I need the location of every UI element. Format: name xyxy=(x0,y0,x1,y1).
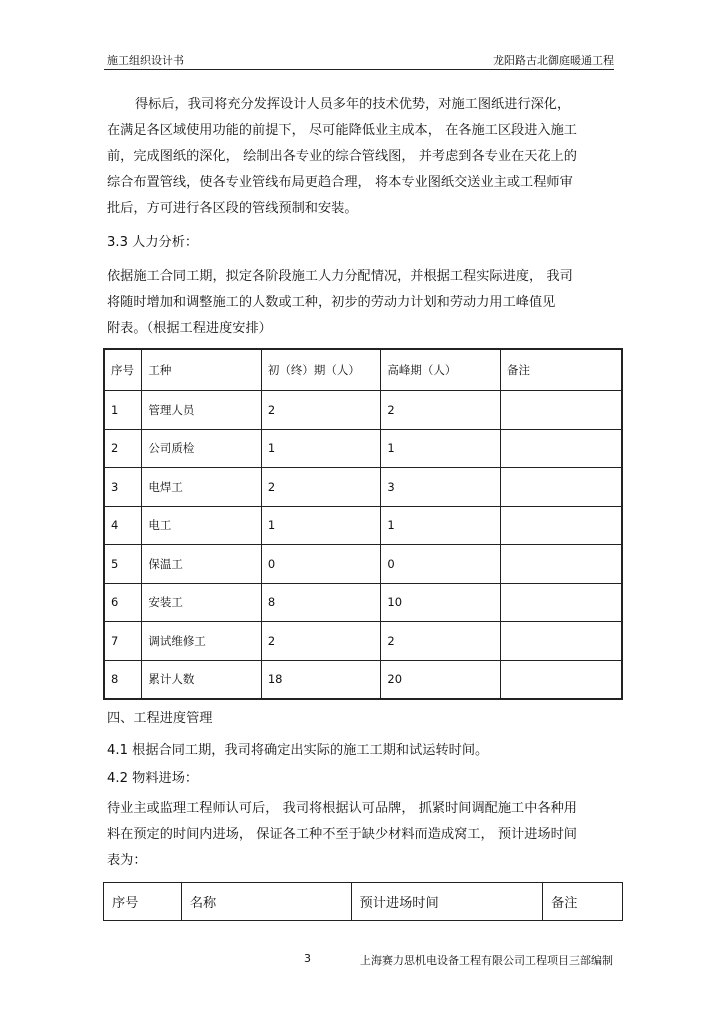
table-row xyxy=(104,391,622,430)
table-cell: 2 xyxy=(261,391,381,430)
table-cell xyxy=(501,506,623,545)
p3-line-2: 料在预定的时间内进场， 保证各工种不至于缺少材料而造成窝工， 预计进场时间 xyxy=(107,827,577,842)
labor-table-header-row xyxy=(104,349,622,391)
table-row xyxy=(104,429,622,468)
labor-header-cell: 备注 xyxy=(501,349,623,391)
material-header-cell: 名称 xyxy=(181,883,351,921)
table-cell: 3 xyxy=(104,468,142,507)
table-cell: 18 xyxy=(261,660,381,699)
p1-line-2: 在满足各区域使用功能的前提下， 尽可能降低业主成本， 在各施工区段进入施工 xyxy=(107,123,577,138)
table-cell: 5 xyxy=(104,545,142,584)
paragraph-labor-plan xyxy=(107,264,617,342)
p3-line-1: 待业主或监理工程师认可后， 我司将根据认可品牌， 抓紧时间调配施工中各种用 xyxy=(107,801,577,816)
table-cell: 1 xyxy=(261,506,381,545)
material-header-cell: 序号 xyxy=(104,883,182,921)
table-cell: 安装工 xyxy=(142,583,261,622)
table-cell: 10 xyxy=(381,583,501,622)
table-cell xyxy=(501,622,623,661)
table-cell xyxy=(501,468,623,507)
table-cell: 公司质检 xyxy=(142,429,261,468)
p2-line-2: 将随时增加和调整施工的人数或工种，初步的劳动力计划和劳动力用工峰值见 xyxy=(107,295,556,310)
table-cell: 累计人数 xyxy=(142,660,261,699)
table-cell xyxy=(501,429,623,468)
header-right: 龙阳路古北御庭暖通工程 xyxy=(493,54,614,67)
material-table xyxy=(103,882,623,921)
table-cell: 4 xyxy=(104,506,142,545)
material-table-header-row xyxy=(104,883,623,921)
material-header-cell: 预计进场时间 xyxy=(351,883,543,921)
material-header-cell: 备注 xyxy=(543,883,623,921)
document-body xyxy=(107,92,617,921)
table-cell: 1 xyxy=(104,391,142,430)
section-3-3-heading: 3.3 人力分析： xyxy=(107,235,199,250)
p2-line-3: 附表。（根据工程进度安排） xyxy=(107,321,272,336)
p3-line-3: 表为： xyxy=(107,853,147,868)
paragraph-design-deepening xyxy=(107,92,617,222)
table-row xyxy=(104,660,622,699)
table-cell: 8 xyxy=(104,660,142,699)
paragraph-material-entry xyxy=(107,796,617,874)
table-row xyxy=(104,506,622,545)
table-cell xyxy=(501,583,623,622)
page-number: 3 xyxy=(304,952,311,965)
table-cell xyxy=(501,660,623,699)
labor-header-cell: 序号 xyxy=(104,349,142,391)
table-cell: 2 xyxy=(381,622,501,661)
table-cell: 20 xyxy=(381,660,501,699)
labor-header-cell: 初（终）期（人） xyxy=(261,349,381,391)
table-row xyxy=(104,545,622,584)
table-cell: 保温工 xyxy=(142,545,261,584)
table-cell: 2 xyxy=(261,468,381,507)
table-cell: 1 xyxy=(381,506,501,545)
table-cell: 电焊工 xyxy=(142,468,261,507)
table-row xyxy=(104,468,622,507)
table-cell: 0 xyxy=(261,545,381,584)
table-cell: 2 xyxy=(261,622,381,661)
section-4-1: 4.1 根据合同工期，我司将确定出实际的施工工期和试运转时间。 xyxy=(107,743,489,758)
table-cell: 3 xyxy=(381,468,501,507)
table-row xyxy=(104,583,622,622)
table-row xyxy=(104,622,622,661)
table-cell xyxy=(501,545,623,584)
table-cell: 2 xyxy=(104,429,142,468)
table-cell: 1 xyxy=(381,429,501,468)
table-cell: 6 xyxy=(104,583,142,622)
labor-header-cell: 高峰期（人） xyxy=(381,349,501,391)
labor-header-cell: 工种 xyxy=(142,349,261,391)
p1-line-5: 批后，方可进行各区段的管线预制和安装。 xyxy=(107,201,358,216)
p1-line-4: 综合布置管线，使各专业管线布局更趋合理， 将本专业图纸交送业主或工程师审 xyxy=(107,175,573,190)
labor-table xyxy=(103,348,623,700)
p1-line-3: 前，完成图纸的深化， 绘制出各专业的综合管线图， 并考虑到各专业在天花上的 xyxy=(107,149,577,164)
table-cell: 0 xyxy=(381,545,501,584)
section-4-2-heading: 4.2 物料进场： xyxy=(107,771,199,786)
table-cell: 调试维修工 xyxy=(142,622,261,661)
p1-line-1: 得标后，我司将充分发挥设计人员多年的技术优势，对施工图纸进行深化， xyxy=(135,97,571,112)
table-cell: 7 xyxy=(104,622,142,661)
table-cell: 电工 xyxy=(142,506,261,545)
table-cell: 2 xyxy=(381,391,501,430)
footer-company: 上海赛力思机电设备工程有限公司工程项目三部编制 xyxy=(360,954,613,967)
section-4-heading: 四、工程进度管理 xyxy=(107,711,213,726)
table-cell: 管理人员 xyxy=(142,391,261,430)
table-cell: 1 xyxy=(261,429,381,468)
table-cell: 8 xyxy=(261,583,381,622)
header-left: 施工组织设计书 xyxy=(107,54,184,67)
header-rule xyxy=(104,69,614,70)
p2-line-1: 依据施工合同工期，拟定各阶段施工人力分配情况，并根据工程实际进度， 我司 xyxy=(107,269,573,284)
table-cell xyxy=(501,391,623,430)
